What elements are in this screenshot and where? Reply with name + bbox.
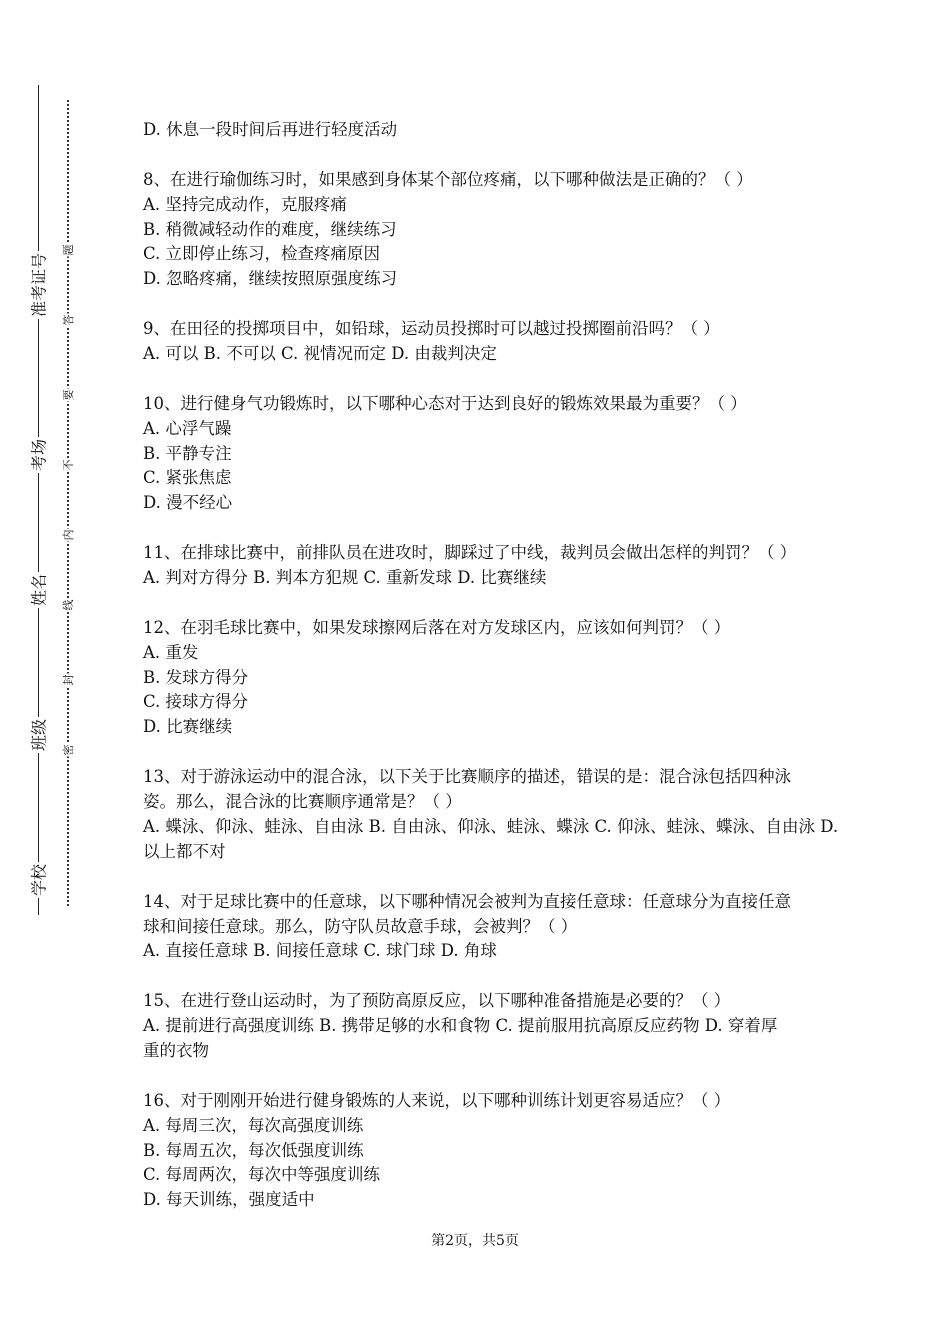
seal-word: 密 [62,744,75,756]
blank-line [143,1064,823,1089]
field-exam-id-label: 准考证号 [27,251,50,319]
text-line: A. 判对方得分 B. 判本方犯规 C. 重新发球 D. 比赛继续 [143,568,547,588]
blank-line [143,865,823,890]
blank-line [143,516,823,541]
blank-line [143,740,823,765]
blank-line [143,143,823,168]
text-line: B. 稍微减轻动作的难度，继续练习 [143,219,397,239]
text-line: C. 接球方得分 [143,692,249,712]
field-class-label: 班级 [27,717,50,753]
seal-word: 题 [62,244,75,256]
text-line: A. 直接任意球 B. 间接任意球 C. 球门球 D. 角球 [143,941,497,961]
text-line: 8、在进行瑜伽练习时，如果感到身体某个部位疼痛，以下哪种做法是正确的？（ ） [143,169,753,189]
field-exam-room-label: 考场 [27,437,50,473]
seal-word: 线 [62,599,75,611]
text-line: 11、在排球比赛中，前排队员在进攻时，脚踩过了中线，裁判员会做出怎样的判罚？（ ） [143,543,797,563]
text-line: 12、在羽毛球比赛中，如果发球擦网后落在对方发球区内，应该如何判罚？（ ） [143,617,731,637]
field-name-label: 姓名 [27,572,50,608]
text-line: B. 平静专注 [143,443,232,463]
blank-line [143,591,823,616]
binding-dotted-line [67,100,69,906]
blank-line [143,367,823,392]
text-line: A. 每周三次，每次高强度训练 [143,1115,364,1135]
text-line: 9、在田径的投掷项目中，如铅球，运动员投掷时可以越过投掷圈前沿吗？（ ） [143,319,720,339]
text-line: D. 忽略疼痛，继续按照原强度练习 [143,269,398,289]
text-line: 重的衣物 [143,1040,209,1060]
text-line: C. 每周两次，每次中等强度训练 [143,1165,381,1185]
text-line: A. 提前进行高强度训练 B. 携带足够的水和食物 C. 提前服用抗高原反应药物 D. 穿着厚 [143,1016,778,1036]
question-content [143,118,839,1213]
text-line: 16、对于刚刚开始进行健身锻炼的人来说，以下哪种训练计划更容易适应？（ ） [143,1090,731,1110]
seal-word: 内 [62,529,75,541]
text-line: 姿。那么，混合泳的比赛顺序通常是？（ ） [143,792,462,812]
text-line: 15、在进行登山运动时，为了预防高原反应，以下哪种准备措施是必要的？（ ） [143,991,731,1011]
text-line: B. 发球方得分 [143,667,249,687]
binding-solid-line [38,85,39,915]
text-line: 10、进行健身气功锻炼时，以下哪种心态对于达到良好的锻炼效果最为重要？（ ） [143,393,747,413]
text-line: 以上都不对 [143,841,226,861]
text-line: D. 漫不经心 [143,493,233,513]
text-line: 13、对于游泳运动中的混合泳，以下关于比赛顺序的描述，错误的是：混合泳包括四种泳 [143,767,791,787]
text-line: A. 重发 [143,642,199,662]
page-footer: 第2页，共5页 [431,1233,519,1249]
blank-line [143,292,823,317]
text-line: C. 紧张焦虑 [143,468,232,488]
seal-word: 不 [62,459,75,471]
text-line: C. 立即停止练习，检查疼痛原因 [143,244,381,264]
text-line: D. 休息一段时间后再进行轻度活动 [143,120,398,139]
text-line: B. 每周五次，每次低强度训练 [143,1140,364,1160]
seal-word: 答 [62,314,75,326]
text-line: A. 蝶泳、仰泳、蛙泳、自由泳 B. 自由泳、仰泳、蛙泳、蝶泳 C. 仰泳、蛙泳、蝶泳、自由泳 D. [143,816,839,836]
text-line: A. 可以 B. 不可以 C. 视情况而定 D. 由裁判决定 [143,344,497,364]
seal-word: 要 [62,389,75,401]
text-line: D. 比赛继续 [143,717,233,737]
field-school-label: 学校 [27,862,50,898]
text-line: D. 每天训练，强度适中 [143,1190,315,1210]
blank-line [143,964,823,989]
text-line: 14、对于足球比赛中的任意球，以下哪种情况会被判为直接任意球：任意球分为直接任意 [143,891,791,911]
text-line: A. 坚持完成动作，克服疼痛 [143,194,347,214]
text-line: A. 心浮气躁 [143,418,232,438]
text-line: 球和间接任意球。那么，防守队员故意手球，会被判？（ ） [143,916,578,936]
seal-word: 封 [62,674,75,686]
